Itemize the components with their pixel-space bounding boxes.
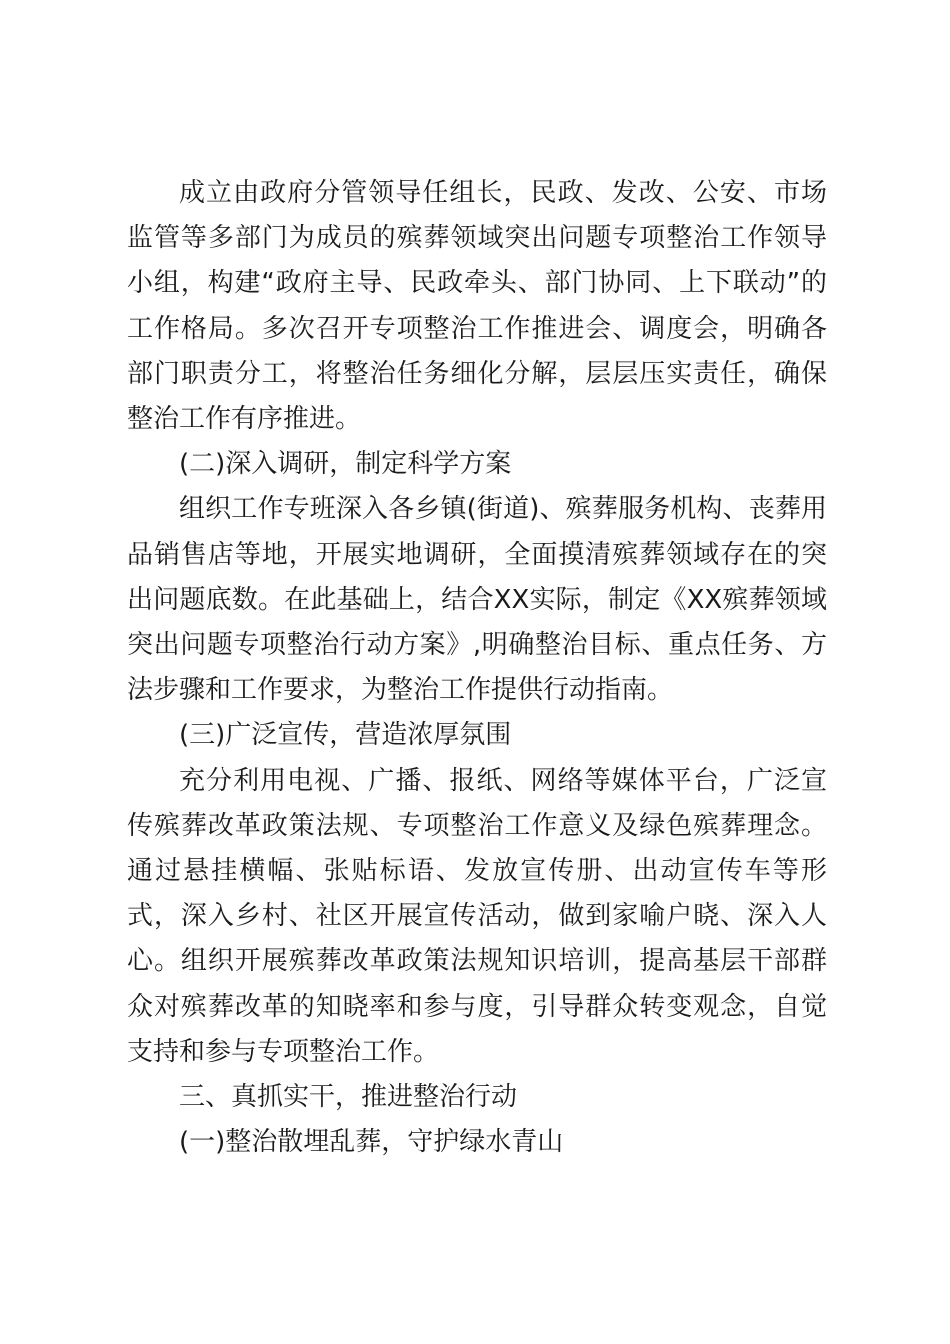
document-body [127,171,827,1165]
body-paragraph: 充分利用电视、广播、报纸、网络等媒体平台，广泛宣传殡葬改革政策法规、专项整治工作意义及绿色殡葬理念。通过悬挂横幅、张贴标语、发放宣传册、出动宣传车等形式，深入乡村、社区开展宣传活动，做到家喻户晓、深入人心。组织开展殡葬改革政策法规知识培训，提高基层干部群众对殡葬改革的知晓率和参与度，引导群众转变观念，自觉支持和参与专项整治工作。 [127,765,827,1067]
section-heading: (一)整治散埋乱葬，守护绿水青山 [179,1127,564,1158]
section-heading: (二)深入调研，制定科学方案 [179,449,512,480]
body-paragraph: 组织工作专班深入各乡镇(街道)、殡葬服务机构、丧葬用品销售店等地，开展实地调研，全面摸清殡葬领域存在的突出问题底数。在此基础上，结合XX实际，制定《XX殡葬领域突出问题专项整治行动方案》,明确整治目标、重点任务、方法步骤和工作要求，为整治工作提供行动指南。 [127,494,827,706]
section-heading: (三)广泛宣传，营造浓厚氛围 [179,720,512,751]
chapter-heading: 三、真抓实干，推进整治行动 [179,1082,518,1113]
body-paragraph: 成立由政府分管领导任组长，民政、发改、公安、市场监管等多部门为成员的殡葬领域突出问题专项整治工作领导小组，构建“政府主导、民政牵头、部门协同、上下联动”的工作格局。多次召开专项整治工作推进会、调度会，明确各部门职责分工，将整治任务细化分解，层层压实责任，确保整治工作有序推进。 [127,178,827,435]
